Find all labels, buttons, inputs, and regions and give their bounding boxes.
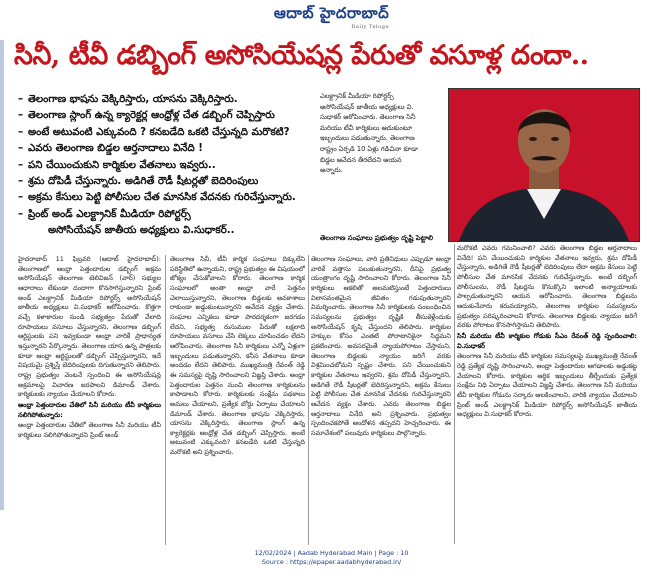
article-column-2: [170, 255, 305, 545]
paragraph: తెలంగాణ సంఘాలు, వారి ప్రతినిధులు ఎప్పుడూ ఆంధ్రా వారికే వత్తాసు పలుకుతున్నారని, దీనిపై ప్రభుత్వ యంత్రాంగం దృష్టి సారించాలని కోరారు. తెలంగాణ సినీ కార్మికులు ఆకలితో అలమటిస్తుంటే పెత్తందారులు విలాసవంతమైన జీవితం గడుపుతున్నారని విమర్శించారు. తెలంగాణ సినీ కార్మికులకు సంబంధించిన సమస్యలను ప్రభుత్వం దృష్టికి తీసుకెళ్లేందుకు అసోసియేషన్ కృషి చేస్తుందని తెలిపారు. కార్మికుల హక్కుల కోసం ఎంతటి పోరాటానికైనా సిద్ధమని ప్రకటించారు. అవసరమైతే న్యాయపోరాటం చేస్తామని, తెలంగాణ బిడ్డలకు న్యాయం జరిగే వరకు విశ్రమించబోమని స్పష్టం చేశారు. పని చేయించుకుని కార్మికుల వేతనాలు ఇవ్వరని, శ్రమ దోపిడీ చేస్తున్నారని, అడిగితే రౌడీ షీటర్లతో బెదిరిస్తున్నారని, అక్రమ కేసులు పెట్టి పోలీసుల చేత మానసిక వేదనకు గురిచేస్తున్నారని ఆవేదన వ్యక్తం చేశారు. ఎవరు తెలంగాణ బిడ్డల ఆర్తనాదాలు వినేది అని ప్రశ్నించారు. ప్రభుత్వం స్పందించకపోతే ఆందోళన తప్పదని హెచ్చరించారు. ఈ సమావేశంలో పలువురు కార్మికులు పాల్గొన్నారు.: [311, 255, 451, 437]
bullet-item: – ప్రింట్ అండ్ ఎలక్ట్రానిక్ మీడియా రిపోర్టర్స్: [18, 208, 191, 220]
page-edge-strip: [0, 40, 4, 510]
paragraph: ఆంధ్రా పెత్తందారుల చేతిలో తెలంగాణ సినీ మరియు టీవీ కార్మికులు నలిగిపోతున్నారని ప్రింట్ అండ్: [18, 421, 161, 439]
photo-caption: తెలంగాణ సంఘాలు ప్రభుత్వం దృష్టి పెట్టాలి: [320, 234, 434, 242]
masthead: [0, 0, 663, 32]
bullet-item: – ఎవరు తెలంగాణ బిడ్డల ఆర్తనాదాలు వినేది !: [18, 143, 203, 155]
article-column-1: [18, 255, 161, 545]
paragraph: తెలంగాణ సినీ, టీవీ కార్మిక సంఘాలు దిక్కులేని పరిస్థితిలో ఉన్నాయని, రాష్ట్ర ప్రభుత్వం ఈ విషయంలో జోక్యం చేసుకోవాలని కోరారు. తెలంగాణ కార్మిక సంఘాలలో అంతా ఆంధ్రా వారే పెత్తనం చెలాయిస్తున్నారని, తెలంగాణ బిడ్డలకు అవకాశాలు రాకుండా అడ్డుకుంటున్నారని ఆవేదన వ్యక్తం చేశారు. సంఘాల ఎన్నికలు కూడా పారదర్శకంగా జరగడం లేదని, సభ్యత్వ రుసుముల పేరుతో లక్షలాది రూపాయలు వసూలు చేసి లెక్కలు చూపించడం లేదని ఆరోపించారు. తెలంగాణ సినీ కార్మికులు ఎన్నో ఏళ్లుగా ఇబ్బందులు పడుతున్నారని, కనీస వేతనాలు కూడా అందడం లేదని తెలిపారు. ముఖ్యమంత్రి రేవంత్ రెడ్డి ఈ సమస్యపై దృష్టి సారించాలని విజ్ఞప్తి చేశారు. ఆంధ్రా పెత్తందారుల పెత్తనం నుంచి తెలంగాణ కార్మికులను కాపాడాలని కోరారు. కార్మికులకు సంక్షేమ పథకాలు అమలు చేయాలని, ప్రత్యేక బోర్డు ఏర్పాటు చేయాలని డిమాండ్ చేశారు. తెలంగాణ భాషను వెక్కిరిస్తారు, యాసను వెక్కిరిస్తారు, తెలంగాణ స్లాంగ్ ఉన్న క్యారెక్టర్లకు ఆంధ్రోళ్ల చేత డబ్బింగ్ చెప్పిస్తారు. అంటే అటువంటి ఎక్కువంది? కనబడేది ఒకటి చేస్తున్నది మరొకటి అని ప్రశ్నించారు.: [170, 255, 305, 457]
page-footer: [0, 549, 663, 567]
bullet-item: – అంటే అటువంటి ఎక్కువంది ? కనబడేది ఒకటి చేస్తున్నది మరొకటి?: [18, 126, 290, 138]
bullet-item: – శ్రమ దోపిడీ చేస్తున్నారు. అడిగితే రౌడీ షీటర్లతో బెదిరింపులు: [18, 176, 259, 188]
bullet-item-continuation: అసోసియేషన్ జాతీయ అధ్యక్షులు వి.సుధాకర్..: [48, 225, 235, 237]
column-divider: [165, 255, 166, 545]
portrait-photo: [448, 88, 640, 242]
column-divider: [308, 255, 309, 545]
intro-column: ఎలక్ట్రానిక్ మీడియా రిపోర్టర్స్ అసోసియేషన్ జాతీయ అధ్యక్షులు వి. సుధాకర్ ఆరోపించారు. తెలంగాణ సినీ మరియు టీవీ కార్మికులు ఆదుకుంటూ ఇబ్బందులు పడుతున్నారు. తెలంగాణ రాష్ట్రం ఏర్పడి 10 ఏళ్లు గడిచినా కూడా బిడ్డల ఆవేదన తీరలేదని ఆయన అన్నారు.: [320, 92, 419, 175]
article-column-3: [311, 255, 451, 545]
subheading: సినీ మరియు టీవీ కార్మికుల గోడుకు సీఎం రేవంత్ రెడ్డి స్పందించాలి: వి.సుధాకర్: [457, 331, 637, 350]
bullet-item: – తెలంగాణ భాషను వెక్కిరిస్తారు, యాసను వెక్కిరిస్తారు.: [18, 94, 238, 105]
article-column-4: [457, 244, 637, 544]
masthead-tagline: Daily Telugu: [351, 24, 390, 30]
column-divider: [454, 244, 455, 544]
bullet-item: – తెలంగాణ స్లాంగ్ ఉన్న క్యారెక్టర్ల ఆంధ్రోళ్ల చేత డబ్బింగ్ చెప్పిస్తారు: [18, 110, 275, 122]
masthead-title: ఆదాబ్ హైదరాబాద్: [273, 4, 390, 22]
bullet-item: – పని చేయించుకుని కార్మికుల వేతనాలు ఇవ్వరు..: [18, 159, 216, 171]
portrait-illustration: [449, 89, 639, 241]
subheading: ఆంధ్రా పెత్తందారుల చేతిలో సినీ మరియు టీవీ కార్మికులు నలిగిపోతున్నారు:: [18, 400, 161, 419]
bullet-item: – అక్రమ కేసులు పెట్టి పోలీసుల చేత మానసిక వేదనకు గురిచేస్తున్నారు.: [18, 192, 296, 204]
paragraph: హైదరాబాద్ 11 ఫిబ్రవరి (ఆదాబ్ హైదరాబాద్): తెలంగాణలో ఆంధ్రా పెత్తందారుల డబ్బింగ్ అక్రమ అసోసియేషన్ తెలంగాణ టెలివిజన్ (వార్) సభ్యుల ఆధారాలు లేకుండా దందాగా కొనసాగిస్తున్నారని ప్రింట్ అండ్ ఎలక్ట్రానిక్ మీడియా రిపోర్టర్స్ అసోసియేషన్ జాతీయ అధ్యక్షులు వి.సుధాకర్ ఆరోపించారు. కొత్తగా వచ్చే కళాకారుల నుండి సభ్యత్వం పేరుతో వేలాది రూపాయలు వసూలు చేస్తున్నారని, తెలంగాణ డబ్బింగ్ ఆర్టిస్టులకు పని ఇవ్వకుండా ఆంధ్రా వారికే ప్రాధాన్యత ఇస్తున్నారని పేర్కొన్నారు. తెలంగాణ యాస ఉన్న పాత్రలకు కూడా ఆంధ్రా ఆర్టిస్టులతో డబ్బింగ్ చెప్పిస్తున్నారని, ఇదే విషయమై ప్రశ్నిస్తే బెదిరింపులకు దిగుతున్నారని తెలిపారు. రాష్ట్ర ప్రభుత్వం వెంటనే స్పందించి ఈ అసోసియేషన్ల అక్రమాలపై విచారణ జరపాలని డిమాండ్ చేశారు. కార్మికులకు న్యాయం చేయాలని కోరారు.: [18, 255, 161, 399]
headline: సినీ, టీవీ డబ్బింగ్ అసోసియేషన్ల పేరుతో వసూళ్ల దందా..: [14, 40, 589, 71]
paragraph: మరొకటి ఎవరు గమనించాలి? ఎవరు తెలంగాణ బిడ్డల ఆర్తనాదాలు వినేది! పని చేయించుకుని కార్మికుల వేతనాలు ఇవ్వరు, శ్రమ దోపిడీ చేస్తున్నారు, అడిగితే రౌడీ షీటర్లతో బెదిరింపులు లేదా అక్రమ కేసులు పెట్టి పోలీసుల చేత మానసిక వేదనకు గురిచేస్తున్నారు. అంటే దబ్బింగ్ పోలీసులను, రౌడీ షీటర్లను కొనుక్కొని ఇలాంటి అన్యాయాలకు పాల్పడుతున్నారని ఆయన ఆరోపించారు. తెలంగాణ బిడ్డలను ఆదుకునేవారు కరువయ్యారని, తెలంగాణ కార్మికుల సమస్యలను ప్రభుత్వం పరిష్కరించాలని కోరారు. తెలంగాణ బిడ్డలకు న్యాయం జరిగే వరకు పోరాటం కొనసాగిస్తామని తెలిపారు.: [457, 244, 637, 330]
footer-source-link[interactable]: Source : https://epaper.aadabhyderabad.in/: [261, 558, 402, 566]
footer-date-page: 12/02/2024 | Aadab Hyderabad Main | Page : 10: [254, 549, 409, 557]
newspaper-logo: [274, 4, 389, 30]
paragraph: తెలంగాణ సినీ మరియు టీవీ కార్మికుల సమస్యలపై ముఖ్యమంత్రి రేవంత్ రెడ్డి ప్రత్యేక దృష్టి సారించాలని, ఆంధ్రా పెత్తందారుల ఆగడాలకు అడ్డుకట్ట వేయాలని కోరారు. కార్మికుల ఆర్థిక ఇబ్బందులు తీర్చేందుకు ప్రత్యేక సంక్షేమ నిధి ఏర్పాటు చేయాలని విజ్ఞప్తి చేశారు. తెలంగాణ సినీ మరియు టీవీ కార్మికుల గోడును సర్కారు ఆలకించాలని, వారికి న్యాయం చేయాలని ప్రింట్ అండ్ ఎలక్ట్రానిక్ మీడియా రిపోర్టర్స్ అసోసియేషన్ జాతీయ అధ్యక్షులు వి.సుధాకర్ కోరారు.: [457, 352, 637, 419]
